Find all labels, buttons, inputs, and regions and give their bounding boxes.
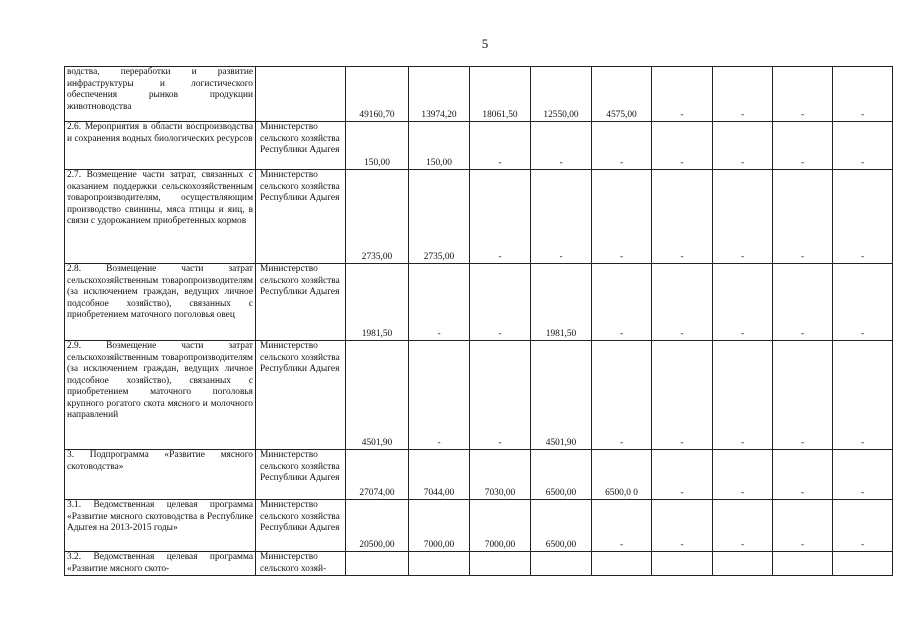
row-value-4 (531, 552, 592, 576)
row-value-2: 7000,00 (409, 500, 470, 552)
row-value-9: - (833, 341, 893, 450)
row-value-7: - (713, 264, 773, 341)
row-value-1: 4501,90 (346, 341, 409, 450)
row-value-4: 12550,00 (531, 67, 592, 122)
row-value-4: 6500,00 (531, 500, 592, 552)
row-value-2: 150,00 (409, 122, 470, 170)
row-value-6: - (652, 450, 713, 500)
row-value-4: 1981,50 (531, 264, 592, 341)
row-value-2: - (409, 341, 470, 450)
row-value-9: - (833, 170, 893, 264)
row-value-3: 7000,00 (470, 500, 531, 552)
table-row (65, 122, 893, 170)
row-executor: Министерство сельского хозяйства Республики Адыгея (256, 264, 346, 341)
table-row (65, 450, 893, 500)
row-value-7: - (713, 122, 773, 170)
row-value-1: 1981,50 (346, 264, 409, 341)
row-value-9: - (833, 500, 893, 552)
row-value-4: - (531, 122, 592, 170)
row-description: 3. Подпрограмма «Развитие мясного скотоводства» (65, 450, 256, 500)
page-number: 5 (481, 36, 489, 51)
row-description: 2.7. Возмещение части затрат, связанных с оказанием поддержки сельскохозяйственным товаропроизводителям, осуществляющим производство свинины, мяса птицы и яиц, в связи с удорожанием приобретенных кормов (65, 170, 256, 264)
row-value-3: 7030,00 (470, 450, 531, 500)
row-value-5 (592, 552, 652, 576)
row-description: 2.6. Мероприятия в области воспроизводства и сохранения водных биологических ресурсов (65, 122, 256, 170)
row-value-4: 4501,90 (531, 341, 592, 450)
row-value-9: - (833, 122, 893, 170)
row-value-8: - (773, 264, 833, 341)
row-value-8: - (773, 170, 833, 264)
row-value-5: 6500,0 0 (592, 450, 652, 500)
budget-table (64, 66, 893, 576)
row-value-7: - (713, 450, 773, 500)
row-value-1: 49160,70 (346, 67, 409, 122)
row-executor: Министерство сельского хозяйства Республики Адыгея (256, 170, 346, 264)
row-value-5: - (592, 500, 652, 552)
row-value-3: - (470, 264, 531, 341)
row-value-8 (773, 552, 833, 576)
row-value-2: 13974,20 (409, 67, 470, 122)
row-executor: Министерство сельского хозяй- (256, 552, 346, 576)
row-value-6: - (652, 264, 713, 341)
row-value-8: - (773, 67, 833, 122)
row-value-2: 7044,00 (409, 450, 470, 500)
row-value-5: - (592, 122, 652, 170)
row-value-8: - (773, 450, 833, 500)
row-value-7 (713, 552, 773, 576)
row-executor: Министерство сельского хозяйства Республики Адыгея (256, 450, 346, 500)
row-value-9: - (833, 450, 893, 500)
row-description: 2.8. Возмещение части затрат сельскохозяйственным товаропроизводителям (за исключением граждан, ведущих личное подсобное хозяйство), связанных с приобретением маточного поголовья овец (65, 264, 256, 341)
row-executor: Министерство сельского хозяйства Республики Адыгея (256, 122, 346, 170)
row-value-9 (833, 552, 893, 576)
row-value-9: - (833, 67, 893, 122)
row-value-4: - (531, 170, 592, 264)
row-value-3: 18061,50 (470, 67, 531, 122)
row-executor (256, 67, 346, 122)
row-value-6: - (652, 170, 713, 264)
row-value-2: 2735,00 (409, 170, 470, 264)
row-description: 3.2. Ведомственная целевая программа «Развитие мясного ското- (65, 552, 256, 576)
row-value-6: - (652, 67, 713, 122)
row-value-1: 150,00 (346, 122, 409, 170)
row-value-4: 6500,00 (531, 450, 592, 500)
row-value-3: - (470, 122, 531, 170)
row-value-9: - (833, 264, 893, 341)
row-executor: Министерство сельского хозяйства Республики Адыгея (256, 341, 346, 450)
row-value-7: - (713, 67, 773, 122)
row-value-5: 4575,00 (592, 67, 652, 122)
row-value-5: - (592, 264, 652, 341)
table-row (65, 170, 893, 264)
table-body (65, 67, 893, 576)
row-value-6 (652, 552, 713, 576)
row-value-3 (470, 552, 531, 576)
row-value-2 (409, 552, 470, 576)
row-value-2: - (409, 264, 470, 341)
row-value-6: - (652, 341, 713, 450)
row-value-1: 2735,00 (346, 170, 409, 264)
row-value-8: - (773, 341, 833, 450)
row-value-5: - (592, 170, 652, 264)
table-row (65, 341, 893, 450)
table-row (65, 67, 893, 122)
row-value-7: - (713, 500, 773, 552)
row-description: 3.1. Ведомственная целевая программа «Развитие мясного скотоводства в Республике Адыгея на 2013-2015 годы» (65, 500, 256, 552)
row-value-6: - (652, 122, 713, 170)
row-value-1: 27074,00 (346, 450, 409, 500)
row-value-7: - (713, 341, 773, 450)
row-value-3: - (470, 170, 531, 264)
row-value-3: - (470, 341, 531, 450)
row-executor: Министерство сельского хозяйства Республики Адыгея (256, 500, 346, 552)
row-description: водства, переработки и развитие инфраструктуры и логистического обеспечения рынков продукции животноводства (65, 67, 256, 122)
row-value-1 (346, 552, 409, 576)
row-value-5: - (592, 341, 652, 450)
row-value-6: - (652, 500, 713, 552)
table-row (65, 500, 893, 552)
row-value-7: - (713, 170, 773, 264)
row-value-8: - (773, 122, 833, 170)
table-row (65, 552, 893, 576)
row-description: 2.9. Возмещение части затрат сельскохозяйственным товаропроизводителям (за исключением граждан, ведущих личное подсобное хозяйство), связанных с приобретением маточного поголовья крупного рогатого скота мясного и молочного направлений (65, 341, 256, 450)
row-value-8: - (773, 500, 833, 552)
table-row (65, 264, 893, 341)
row-value-1: 20500,00 (346, 500, 409, 552)
